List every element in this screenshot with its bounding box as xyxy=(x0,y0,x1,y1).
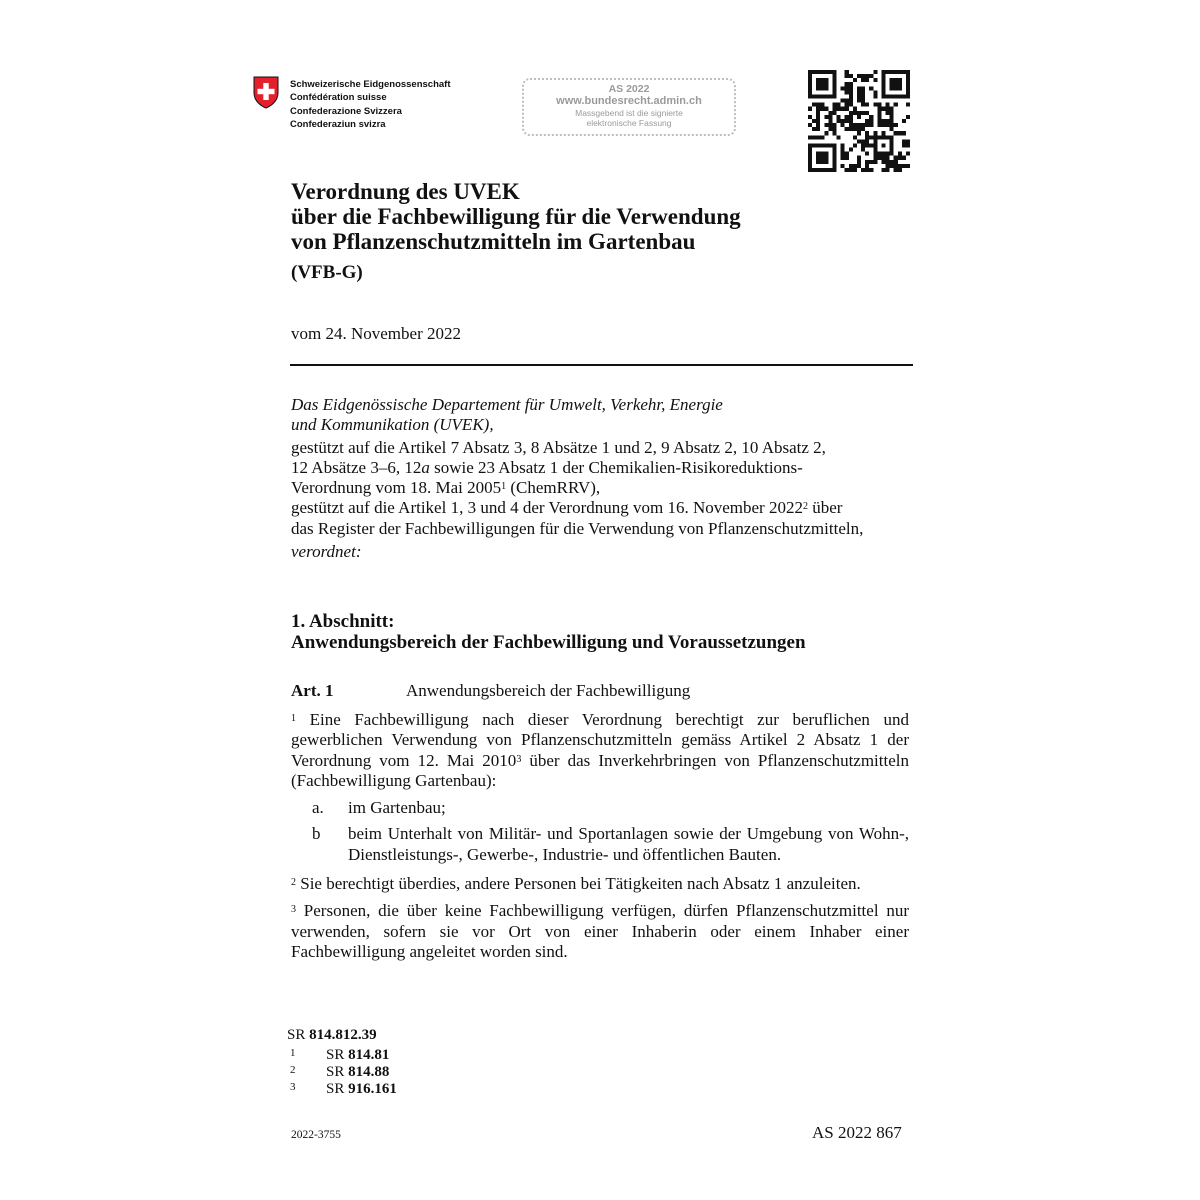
article-number: Art. 1 xyxy=(291,681,334,700)
legal-basis-1-italic-a: a xyxy=(421,457,430,477)
paragraph-1-text-b: über das Inverkehrbringen von Pflanzenschutzmitteln (Fachbewilligung Gartenbau): xyxy=(291,750,909,790)
list-item xyxy=(291,824,909,865)
paragraph-number-3: 3 xyxy=(291,904,296,916)
section-number: 1. Abschnitt: xyxy=(291,611,395,632)
footnote-ref-2[interactable]: 2 xyxy=(802,501,808,513)
footnote-prefix: SR xyxy=(326,1064,349,1080)
authority-line-1: Das Eidgenössische Departement für Umwelt, Verkehr, Energie xyxy=(291,395,723,414)
legal-basis-2-line-2: das Register der Fachbewilligungen für die Verwendung von Pflanzenschutzmitteln, xyxy=(291,518,864,538)
paragraph-2 xyxy=(291,874,909,894)
official-collection-reference: AS 2022 867 xyxy=(812,1123,902,1142)
footnote-prefix: SR xyxy=(326,1081,349,1097)
article-heading xyxy=(291,681,690,701)
document-title xyxy=(291,179,741,254)
document-abbreviation: (VFB-G) xyxy=(291,262,363,283)
title-line-1: Verordnung des UVEK xyxy=(291,179,520,204)
paragraph-3 xyxy=(291,901,909,962)
horizontal-rule xyxy=(290,364,913,366)
confederation-name-de: Schweizerische Eidgenossenschaft xyxy=(290,79,451,90)
stamp-line-4: elektronische Fassung xyxy=(586,118,672,128)
article-body xyxy=(291,710,909,969)
paragraph-2-text: Sie berechtigt überdies, andere Personen bei Tätigkeiten nach Absatz 1 anzuleiten. xyxy=(296,874,861,894)
sr-value: 814.812.39 xyxy=(309,1027,377,1043)
footnote-ref-3[interactable]: 3 xyxy=(516,753,522,765)
confederation-name-it: Confederazione Svizzera xyxy=(290,105,402,117)
legal-basis-1-line-1: gestützt auf die Artikel 7 Absatz 3, 8 Absätze 1 und 2, 9 Absatz 2, 10 Absatz 2, xyxy=(291,437,826,457)
sr-number xyxy=(287,1027,377,1044)
title-line-3: von Pflanzenschutzmitteln im Gartenbau xyxy=(291,229,696,254)
footnote-reference[interactable]: 916.161 xyxy=(348,1081,397,1097)
list-item-text: beim Unterhalt von Militär- und Sportanlagen sowie der Umgebung von Wohn-, Dienstleistungs-, Gewerbe-, Industrie- und öffentlichen Bauten. xyxy=(348,824,909,864)
section-title: Anwendungsbereich der Fachbewilligung und Voraussetzungen xyxy=(291,632,806,653)
footnote-item xyxy=(290,1081,397,1098)
list-item-label: a. xyxy=(312,798,324,818)
paragraph-3-text: Personen, die über keine Fachbewilligung verfügen, dürfen Pflanzenschutzmittel nur verwenden, sofern sie vor Ort von einer Inhaberin oder einem Inhaber einer Fachbewilligung angeleitet worden sind. xyxy=(291,901,909,961)
confederation-name-fr: Confédération suisse xyxy=(290,92,387,104)
stamp-line-1: AS 2022 xyxy=(608,83,650,95)
document-date: vom 24. November 2022 xyxy=(291,324,461,343)
paragraph-1 xyxy=(291,710,909,791)
confederation-names xyxy=(290,78,451,131)
paragraph-number-1: 1 xyxy=(291,713,296,724)
preamble xyxy=(291,395,911,562)
stamp-url[interactable]: www.bundesrecht.admin.ch xyxy=(556,95,702,107)
stamp-line-3: Massgebend ist die signierte xyxy=(575,108,683,118)
footnote-prefix: SR xyxy=(326,1047,349,1063)
legal-basis-1-line-3a: Verordnung vom 18. Mai 2005 xyxy=(291,478,502,498)
legal-basis-1 xyxy=(291,438,911,499)
legal-basis-2 xyxy=(291,498,911,539)
paragraph-number-2: 2 xyxy=(291,877,296,889)
legal-basis-2-line-1b: über xyxy=(807,498,843,518)
confederation-name-rm: Confederaziun svizra xyxy=(290,118,386,130)
decrees-line: verordnet: xyxy=(291,542,362,562)
footnote-ref-1[interactable]: 1 xyxy=(501,481,507,493)
authority-line-2: und Kommunikation (UVEK), xyxy=(291,415,494,435)
legal-basis-1-line-2b: sowie 23 Absatz 1 der Chemikalien-Risikoreduktions- xyxy=(429,457,803,477)
legal-basis-1-line-2a: 12 Absätze 3–6, 12 xyxy=(291,457,422,477)
swiss-coat-of-arms-icon xyxy=(252,76,280,109)
list-item xyxy=(291,798,909,818)
article-title: Anwendungsbereich der Fachbewilligung xyxy=(406,681,691,700)
sr-prefix: SR xyxy=(287,1027,310,1043)
document-number: 2022-3755 xyxy=(291,1129,341,1141)
list-item-text: im Gartenbau; xyxy=(348,798,446,818)
publication-stamp xyxy=(522,78,736,136)
qr-code-icon xyxy=(808,70,910,172)
title-line-2: über die Fachbewilligung für die Verwendung xyxy=(291,204,741,229)
footnote-reference[interactable]: 814.88 xyxy=(348,1064,390,1080)
footnote-reference[interactable]: 814.81 xyxy=(348,1047,390,1063)
legal-basis-2-line-1a: gestützt auf die Artikel 1, 3 und 4 der Verordnung vom 16. November 2022 xyxy=(291,498,803,518)
legal-basis-1-line-3b: (ChemRRV), xyxy=(506,478,601,498)
section-heading xyxy=(291,611,806,653)
paragraph-1-text-a: Eine Fachbewilligung nach dieser Verordnung berechtigt zur beruflichen und gewerblichen Verwendung von Pflanzenschutzmitteln gemäss Artikel 2 Absatz 1 der Verordnung vom 12. Mai 2010 xyxy=(291,710,909,770)
footnote-number: 3 xyxy=(290,1081,296,1093)
list-item-label: b xyxy=(312,824,321,844)
footnote-number: 2 xyxy=(290,1064,296,1076)
footnote-number: 1 xyxy=(290,1047,296,1059)
